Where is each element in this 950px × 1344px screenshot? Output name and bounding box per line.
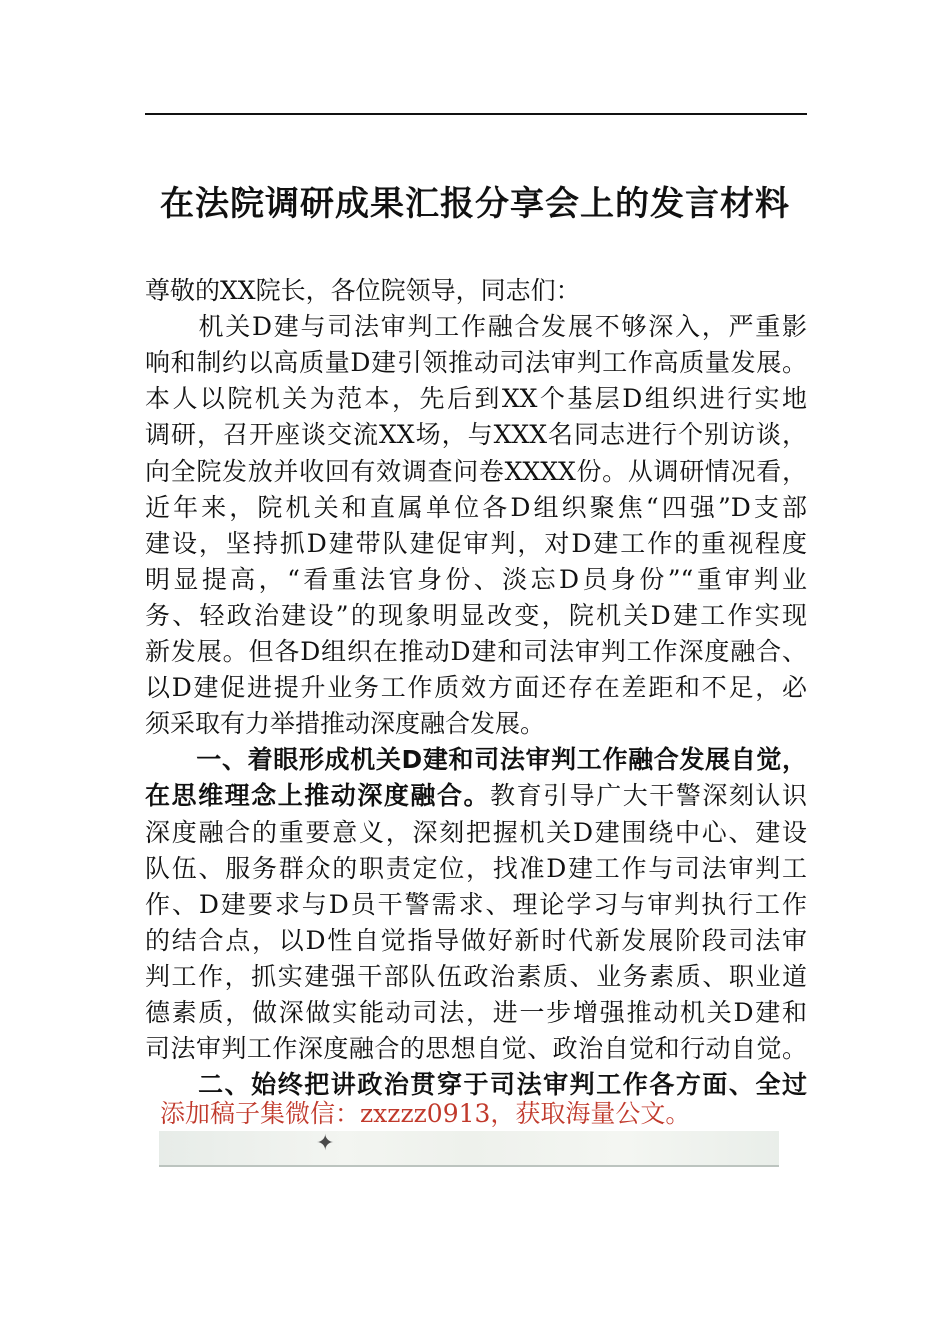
body-line (145, 634, 807, 670)
body-text: 新发展。但各D组织在推动D建和司法审判工作深度融合、 (145, 637, 807, 666)
body-text: 德素质，做深做实能动司法，进一步增强推动机关D建和 (145, 998, 807, 1027)
body-line (145, 851, 807, 887)
body-text: 判工作，抓实建强干部队伍政治素质、业务素质、职业道 (145, 961, 807, 991)
top-rule (145, 113, 807, 115)
body-text: 以D建促进提升业务工作质效方面还存在差距和不足，必 (145, 673, 807, 703)
body-line (145, 1031, 807, 1067)
body-line (145, 417, 807, 453)
body-text: 教育引导广大干警深刻认识 (490, 781, 807, 811)
document-title: 在法院调研成果汇报分享会上的发言材料 (160, 184, 790, 224)
body-line (145, 742, 807, 778)
bird-icon: ✦ (316, 1131, 335, 1156)
body-text: 向全院发放并收回有效调查问卷XXXX份。从调研情况看， (145, 456, 807, 486)
section-heading: 二、始终把讲政治贯穿于司法审判工作各方面、全过 (145, 1070, 807, 1100)
body-text: 深度融合的重要意义，深刻把握机关D建围绕中心、建设 (145, 817, 807, 847)
body-text: 队伍、服务群众的职责定位，找准D建工作与司法审判工 (145, 853, 807, 883)
body-line (145, 490, 807, 526)
body-line (145, 706, 807, 742)
body-text: 尊敬的XX院长，各位院领导，同志们： (145, 276, 581, 305)
body-text: 的结合点，以D性自觉指导做好新时代新发展阶段司法审 (145, 925, 807, 955)
body-line (145, 454, 807, 490)
body-text: 机关D建与司法审判工作融合发展不够深入，严重影 (145, 312, 807, 342)
body-text: 须采取有力举措推动深度融合发展。 (145, 709, 546, 739)
section-heading: 一、着眼形成机关D建和司法审判工作融合发展自觉， (145, 745, 807, 775)
body-line (145, 345, 807, 381)
body-line (145, 887, 807, 923)
body-text: 近年来，院机关和直属单位各D组织聚焦“四强”D支部 (145, 492, 807, 522)
body-line (145, 815, 807, 851)
section-heading: 在思维理念上推动深度融合。 (145, 781, 491, 811)
body-text: 调研，召开座谈交流XX场，与XXX名同志进行个别访谈， (145, 420, 807, 450)
body-text: 明显提高，“看重法官身份、淡忘D员身份”“重审判业 (145, 564, 807, 594)
body-text: 建设，坚持抓D建带队建促审判，对D建工作的重视程度 (145, 528, 807, 558)
body-text: 务、轻政治建设”的现象明显改变，院机关D建工作实现 (145, 600, 807, 630)
body-line (145, 381, 807, 417)
body-text: 响和制约以高质量D建引领推动司法审判工作高质量发展。 (145, 348, 807, 378)
body-line (145, 923, 807, 959)
body-line (145, 562, 807, 598)
body-line (145, 526, 807, 562)
body-text: 本人以院机关为范本，先后到XX个基层D组织进行实地 (145, 384, 807, 414)
promo-text: 添加稿子集微信：zxzzz0913，获取海量公文。 (160, 1099, 691, 1128)
body-line (145, 309, 807, 345)
body-line (145, 778, 807, 814)
body-text: 作、D建要求与D员干警需求、理论学习与审判执行工作 (145, 889, 807, 919)
body-text: 司法审判工作深度融合的思想自觉、政治自觉和行动自觉。 (145, 1034, 807, 1064)
body-line (145, 273, 807, 309)
banner-image (159, 1131, 779, 1167)
body-line (145, 959, 807, 995)
body-line (145, 598, 807, 634)
body-line (145, 670, 807, 706)
body-line (145, 995, 807, 1031)
